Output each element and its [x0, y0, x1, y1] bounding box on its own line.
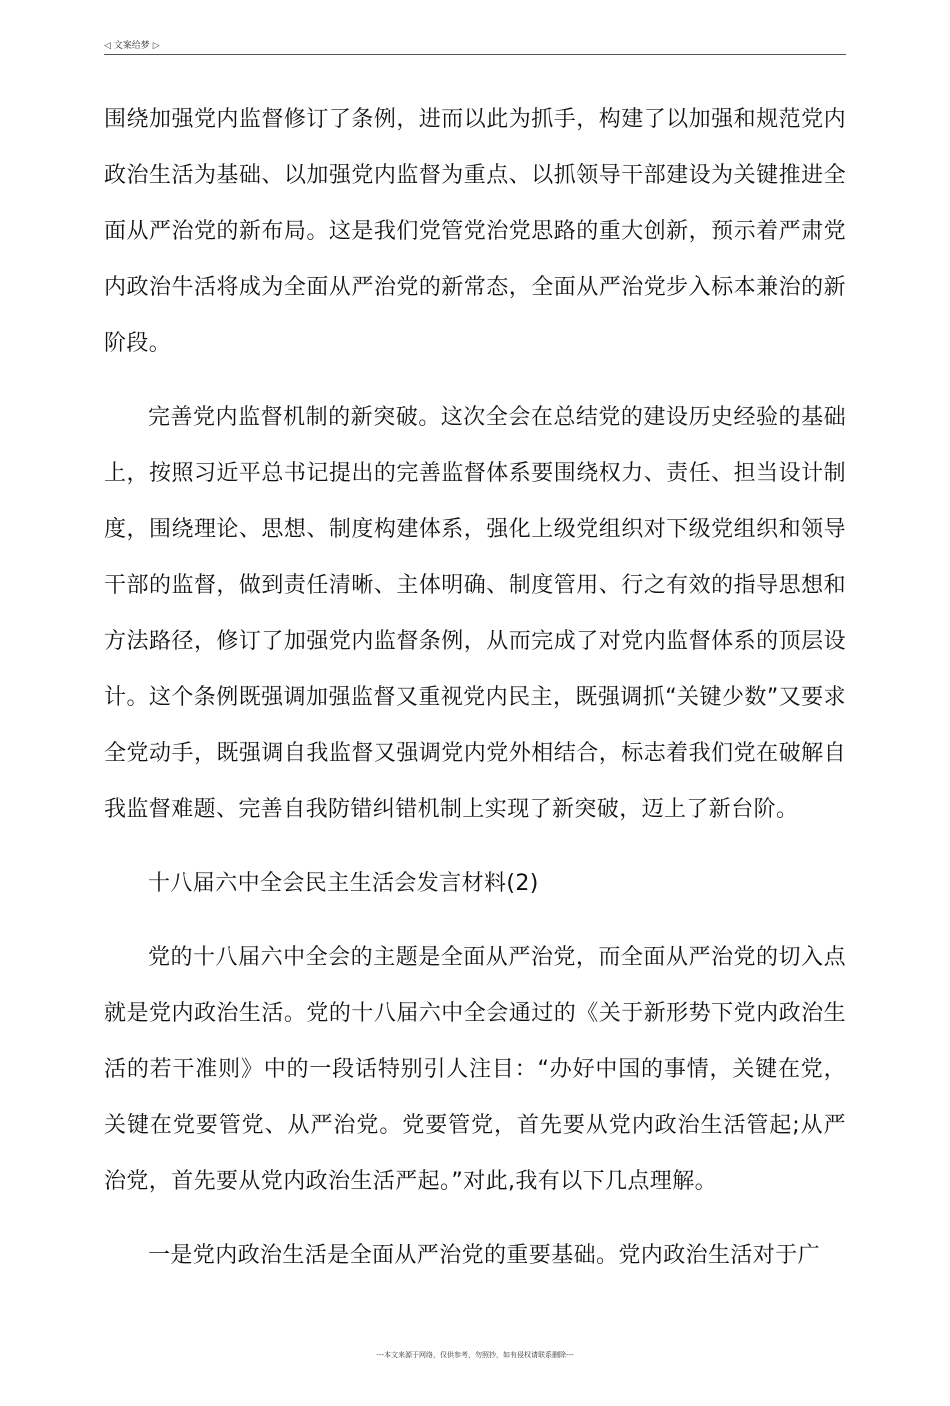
- paragraph-2: 完善党内监督机制的新突破。这次全会在总结党的建设历史经验的基础上，按照习近平总书记提出的完善监督体系要围绕权力、责任、担当设计制度，围绕理论、思想、制度构建体系，强化上级党组织对下级党组织和领导干部的监督，做到责任清晰、主体明确、制度管用、行之有效的指导思想和方法路径，修订了加强党内监督条例，从而完成了对党内监督体系的顶层设计。这个条例既强调加强监督又重视党内民主，既强调抓“关键少数”又要求全党动手，既强调自我监督又强调党内党外相结合，标志着我们党在破解自我监督难题、完善自我防错纠错机制上实现了新突破，迈上了新台阶。: [104, 405, 846, 822]
- section-heading: 十八届六中全会民主生活会发言材料(2): [148, 871, 539, 896]
- paragraph-1: 围绕加强党内监督修订了条例，进而以此为抓手，构建了以加强和规范党内政治生活为基础、以加强党内监督为重点、以抓领导干部建设为关键推进全面从严治党的新布局。这是我们党管党治党思路的重大创新，预示着严肃党内政治牛活将成为全面从严治党的新常态，全面从严治党步入标本兼治的新阶段。: [104, 107, 846, 356]
- right-triangle-icon: ▷: [152, 41, 160, 51]
- paragraph-3: 党的十八届六中全会的主题是全面从严治党，而全面从严治党的切入点就是党内政治生活。党的十八届六中全会通过的《关于新形势下党内政治生活的若干准则》中的一段话特别引人注目：“办好中国的事情，关键在党，关键在党要管党、从严治党。党要管党，首先要从党内政治生活管起;从严治党，首先要从党内政治生活严起。”对此,我有以下几点理解。: [104, 945, 846, 1194]
- header-title: 文案给梦: [113, 41, 150, 51]
- page-header: [104, 38, 846, 55]
- document-body: [104, 92, 846, 1284]
- left-triangle-icon: ◁: [104, 41, 111, 51]
- paragraph-4: 一是党内政治生活是全面从严治党的重要基础。党内政治生活对于广: [148, 1243, 821, 1268]
- page-footer: ---本文来源于网络，仅供参考，勿照抄，如有侵权请联系删除---: [376, 1351, 574, 1359]
